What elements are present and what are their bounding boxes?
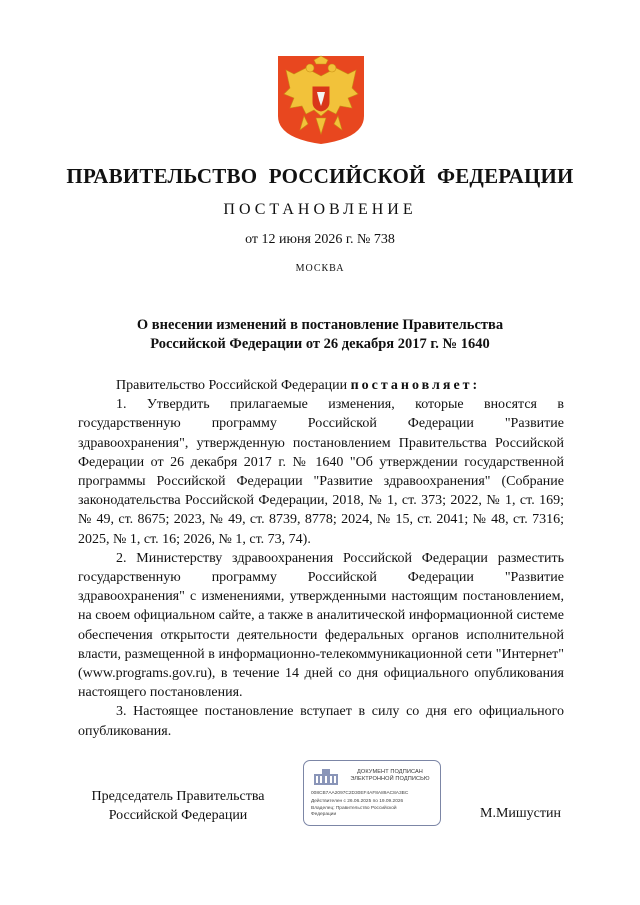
position-line-1: Председатель Правительства xyxy=(91,789,265,804)
preamble xyxy=(78,376,564,395)
stamp-title xyxy=(342,769,438,783)
coat-of-arms-icon xyxy=(276,54,366,146)
stamp-owner-line-2: Федерации xyxy=(311,812,337,817)
stamp-validity: Действителен с 26.06.2025 по 19.09.2026 xyxy=(311,799,404,804)
document-type: ПОСТАНОВЛЕНИЕ xyxy=(223,201,417,218)
item-1: 1. Утвердить прилагаемые изменения, которые вносятся в государственную программу Российской Федерации "Развитие здравоохранения", утвержденную постановлением Правительства Российской Федерации от 26 декабря 2017 г. № 1640 "Об утверждении государственной программы Российской Федерации "Развитие здравоохранения" (Собрание законодательства Российской Федерации, 2018, № 1, ст. 373; 2022, № 1, ст. 169; № 49, ст. 8675; 2023, № 49, ст. 8739, 8778; 2024, № 15, ст. 2041; № 48, ст. 7316; 2025, № 1, ст. 16; 2026, № 1, ст. 73, 74). xyxy=(78,397,564,547)
preamble-text: Правительство Российской Федерации xyxy=(116,378,351,393)
decree-subject xyxy=(0,316,640,354)
stamp-certificate: 008CB7AA2097C2D30EF4AF8A89AC8A3BC xyxy=(311,791,409,796)
subject-line-1: О внесении изменений в постановление Правительства xyxy=(136,317,504,333)
signatory-name: М.Мишустин xyxy=(480,806,561,821)
subject-line-2: Российской Федерации от 26 декабря 2017 г. № 1640 xyxy=(150,336,490,352)
preamble-keyword: постановляет: xyxy=(350,378,481,393)
stamp-owner-line-1: Владелец: Правительство Российской xyxy=(311,806,397,811)
signatory-position xyxy=(78,787,278,825)
position-line-2: Российской Федерации xyxy=(108,808,248,823)
item-2: 2. Министерству здравоохранения Российской Федерации разместить государственную программу Российской Федерации "Развитие здравоохранения" с изменениями, утвержденными настоящим постановлением, на своем официальном сайте, а также в аналитической информационной системе обеспечения открытости деятельности федеральных органов исполнительной власти, размещенной в информационно-телекоммуникационной сети "Интернет" (www.programs.gov.ru), в течение 14 дней со дня официального опубликования настоящего постановления. xyxy=(78,550,564,701)
electronic-signature-stamp xyxy=(303,760,441,826)
item-3: 3. Настоящее постановление вступает в силу со дня его официального опубликования. xyxy=(78,704,564,739)
government-title: ПРАВИТЕЛЬСТВО РОССИЙСКОЙ ФЕДЕРАЦИИ xyxy=(66,164,574,188)
stamp-title-line-2: ЭЛЕКТРОННОЙ ПОДПИСЬЮ xyxy=(350,776,430,782)
decree-date-number: от 12 июня 2026 г. № 738 xyxy=(245,232,395,247)
city: МОСКВА xyxy=(295,263,345,274)
government-building-icon xyxy=(313,768,339,786)
decree-body xyxy=(78,376,564,741)
stamp-title-line-1: ДОКУМЕНТ ПОДПИСАН xyxy=(357,769,423,775)
